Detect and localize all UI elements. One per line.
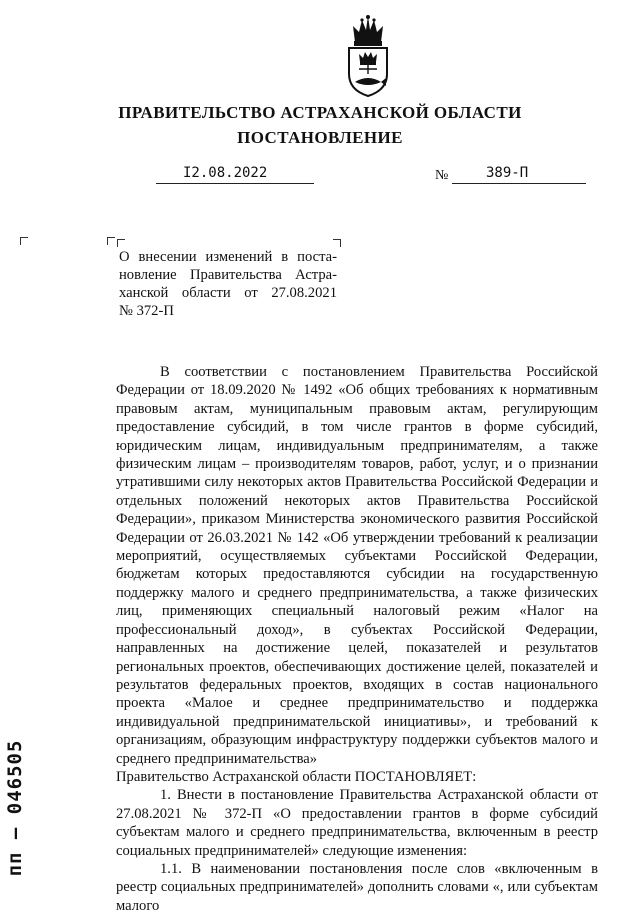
document-number: 389-П bbox=[486, 165, 529, 181]
subject-line: новление Правительства Астра- bbox=[119, 267, 337, 283]
preamble-paragraph: В соответствии с постановлением Правительства Российской Федерации от 18.09.2020 № 1492 «Об общих требованиях к нормативным правовым актам, муниципальным правовым актам, регулирующим предоставление субсидий, в том числе грантов в форме субсидий, юридическим лицам, индивидуальным предпринимателям, а также физическим лицам – производителям товаров, работ, услуг, и о признании утратившими силу некоторых актов Правительства Российской Федерации и отдельных положений некоторых актов Правительства Российской Федерации», приказом Министерства экономического развития Российской Федерации от 26.03.2021 № 142 «Об утверждении требований к реализации мероприятий, осуществляемых субъектами Российской Федерации, бюджетам которых предоставляются субсидии на государственную поддержку малого и среднего предпринимательства, а также физических лиц, применяющих специальный налоговый режим «Налог на профессиональный доход», в субъектах Российской Федерации, направленных на достижение целей, показателей и результатов региональных проектов, обеспечивающих достижение целей, показателей и результатов федеральных проектов, входящих в состав национального проекта «Малое и среднее предпринимательство и поддержка индивидуальной предпринимательской инициативы», и требований к организациям, образующим инфраструктуру поддержки субъектов малого и среднего предпринимательства» bbox=[116, 364, 598, 767]
document-date: I2.08.2022 bbox=[183, 165, 268, 181]
number-label: № bbox=[435, 168, 449, 183]
document-type: ПОСТАНОВЛЕНИЕ bbox=[237, 128, 403, 147]
subject-line: № 372-П bbox=[119, 303, 174, 319]
subject-corner-mark bbox=[107, 237, 115, 245]
serial-stamp-text: пп – 046505 bbox=[4, 739, 26, 877]
subject-corner-mark bbox=[333, 239, 341, 247]
subject-line: О внесении изменений в поста- bbox=[119, 249, 337, 265]
serial-stamp bbox=[4, 738, 26, 878]
subject-corner-mark bbox=[117, 239, 125, 247]
date-underline bbox=[156, 183, 314, 184]
decree-paragraph: Правительство Астраханской области ПОСТАНОВЛЯЕТ: bbox=[116, 768, 477, 785]
astrakhan-coat-of-arms-icon bbox=[345, 14, 391, 98]
organization-title: ПРАВИТЕЛЬСТВО АСТРАХАНСКОЙ ОБЛАСТИ bbox=[118, 103, 522, 122]
item-1-1-paragraph: 1.1. В наименовании постановления после слов «включенным в реестр социальных предпринимателей» дополнить словами «, или субъектам малого bbox=[116, 860, 598, 914]
margin-corner-mark bbox=[20, 237, 28, 245]
document-body bbox=[116, 363, 598, 915]
document-subject bbox=[119, 248, 337, 320]
number-underline bbox=[452, 183, 586, 184]
item-1-paragraph: 1. Внести в постановление Правительства Астраханской области от 27.08.2021 № 372-П «О предоставлении грантов в форме субсидий субъектам малого и среднего предпринимательства, включенным в реестр социальных предпринимателей» следующие изменения: bbox=[116, 787, 598, 859]
subject-line: ханской области от 27.08.2021 bbox=[119, 285, 337, 301]
